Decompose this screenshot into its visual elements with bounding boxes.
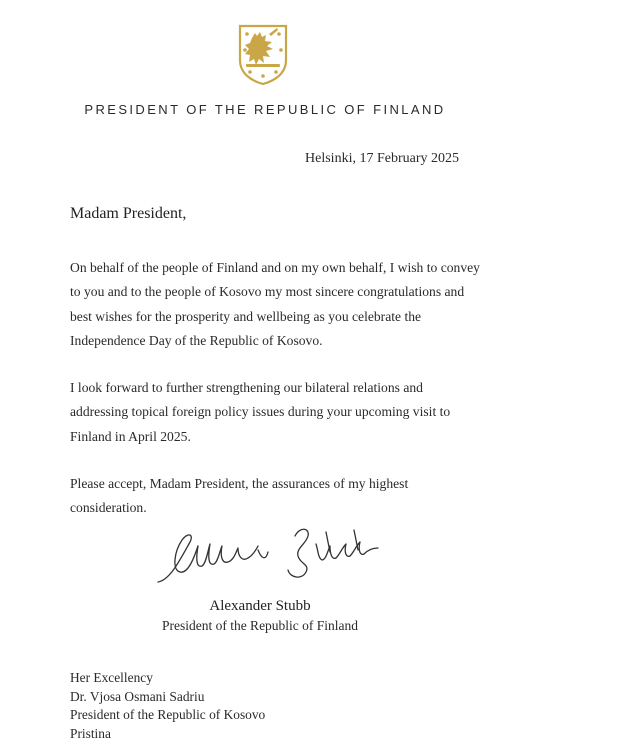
signer-name: Alexander Stubb <box>209 598 311 614</box>
coat-of-arms-icon <box>238 24 288 86</box>
body-paragraph-1: On behalf of the people of Finland and on my own behalf, I wish to convey to you and to the people of Kosovo my most sincere congratulations and best wishes for the prosperity and wellbeing as you celebrate the Independence Day of the Republic of Kosovo. <box>70 260 480 348</box>
addressee-line: Her Excellency <box>70 670 153 685</box>
addressee-block <box>70 669 265 743</box>
handwritten-signature <box>150 520 390 590</box>
addressee-line: President of the Republic of Kosovo <box>70 707 266 723</box>
body-paragraph-3: Please accept, Madam President, the assurances of my highest consideration. <box>70 476 409 516</box>
addressee-line: Dr. Vjosa Osmani Sadriu <box>70 688 205 704</box>
signer-title: President of the Republic of Finland <box>161 618 359 633</box>
letterhead-title: PRESIDENT OF THE REPUBLIC OF FINLAND <box>84 102 446 117</box>
addressee-line: Pristina <box>70 725 111 741</box>
letter-date: Helsinki, 17 February 2025 <box>305 151 459 166</box>
body-paragraph-2: I look forward to further strengthening our bilateral relations and addressing topical foreign policy issues during your upcoming visit to Finland in April 2025. <box>70 380 451 444</box>
salutation: Madam President, <box>70 205 187 222</box>
